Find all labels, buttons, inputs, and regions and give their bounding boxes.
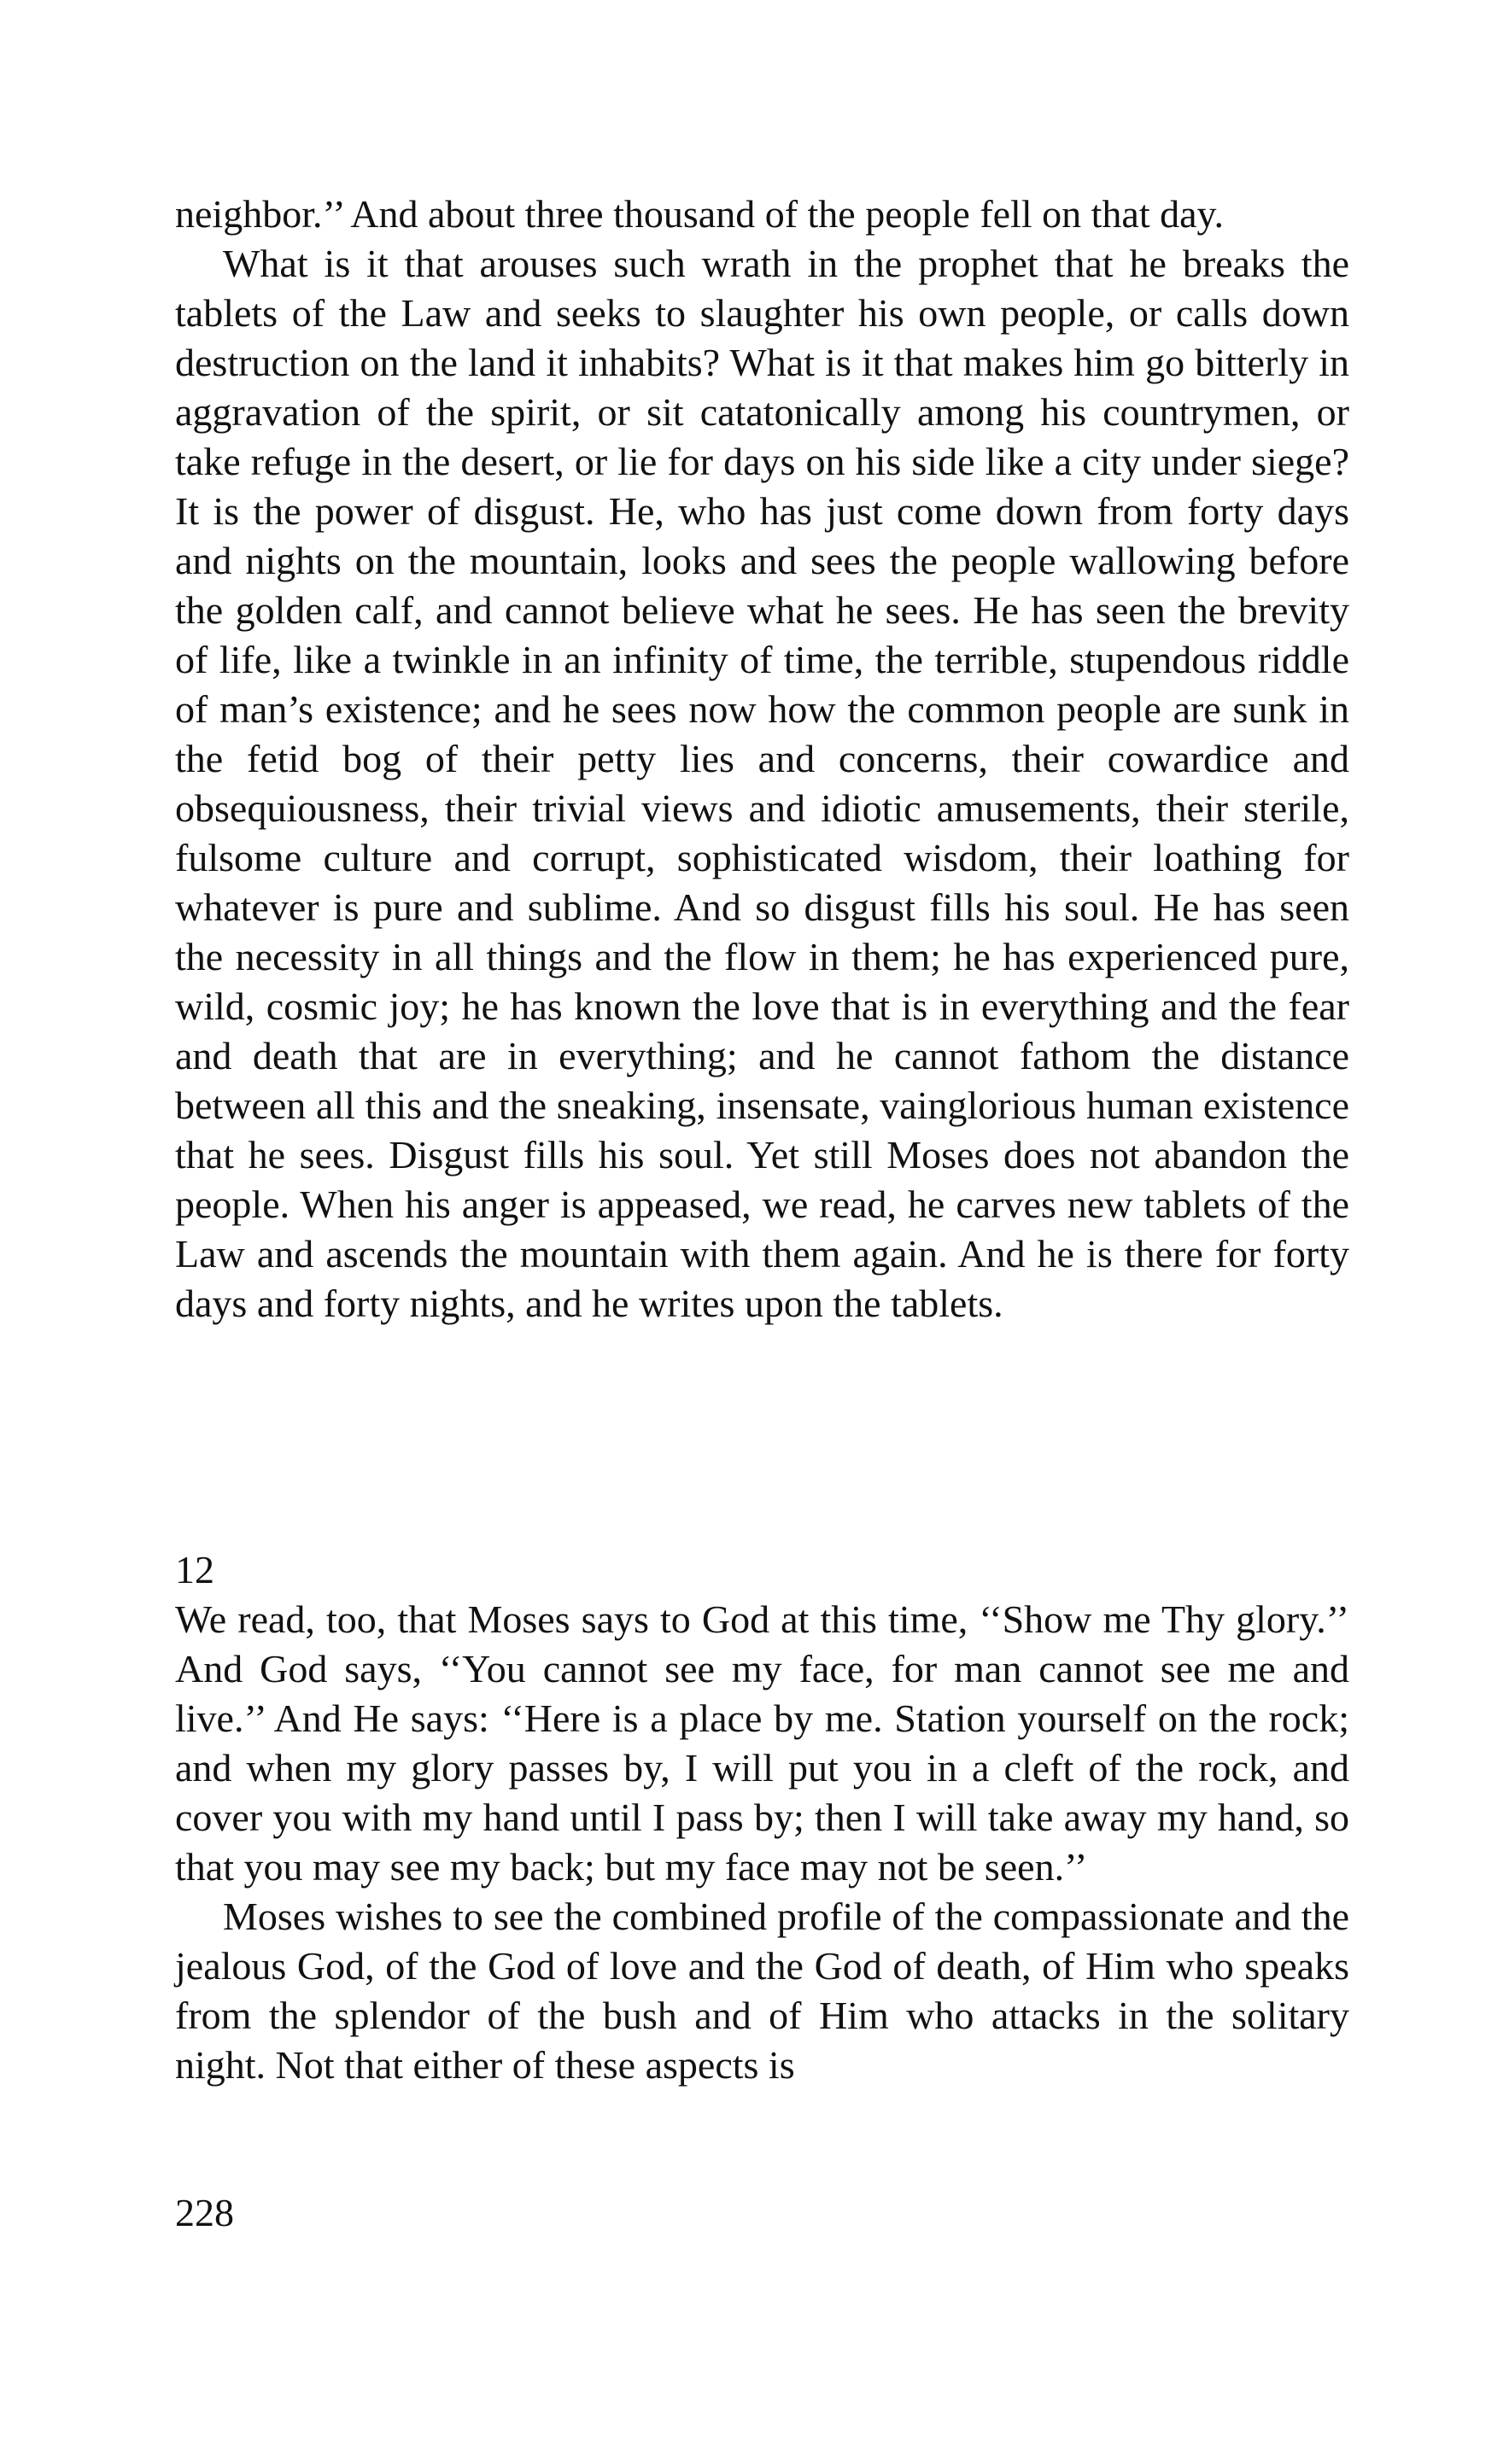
paragraph-combined-profile: Moses wishes to see the combined profile of the compassionate and the jealous God, of the God of love and the God of death, of Him who speaks from the splendor of the bush and of Him who attacks in the solitary night. Not that either of these aspects is bbox=[175, 1895, 1349, 2087]
page-number: 228 bbox=[175, 2191, 234, 2234]
paragraph-disgust: What is it that arouses such wrath in the prophet that he breaks the tablets of the Law and seeks to slaughter his own people, or calls down destruction on the land it inhabits? What is it that makes him go bitterly in aggravation of the spirit, or sit catatonically among his countrymen, or take refuge in the desert, or lie for days on his side like a city under siege? It is the power of disgust. He, who has just come down from forty days and nights on the mountain, looks and sees the people wallowing before the golden calf, and cannot believe what he sees. He has seen the brevity of life, like a twinkle in an infinity of time, the terrible, stupendous riddle of man’s existence; and he sees now how the common people are sunk in the fetid bog of their petty lies and concerns, their cowardice and obsequiousness, their trivial views and idiotic amusements, their sterile, fulsome culture and corrupt, sophisticated wisdom, their loathing for whatever is pure and sublime. And so disgust fills his soul. He has seen the necessity in all things and the flow in them; he has experienced pure, wild, cosmic joy; he has known the love that is in everything and the fear and death that are in everything; and he cannot fathom the distance between all this and the sneaking, insensate, vainglorious human existence that he sees. Disgust fills his soul. Yet still Moses does not abandon the people. When his anger is appeased, we read, he carves new tablets of the Law and ascends the mountain with them again. And he is there for forty days and forty nights, and he writes upon the tablets. bbox=[175, 242, 1349, 1325]
paragraph-continuation: neighbor.’’ And about three thousand of the people fell on that day. bbox=[175, 192, 1225, 236]
text-block-bottom bbox=[175, 1545, 1349, 2090]
section-number: 12 bbox=[175, 1548, 214, 1591]
paragraph-show-me-thy-glory: We read, too, that Moses says to God at this time, ‘‘Show me Thy glory.’’ And God says, ‘‘You cannot see my face, for man cannot see me and live.’’ And He says: ‘‘Here is a place by me. Station yourself on the rock; and when my glory passes by, I will put you in a cleft of the rock, and cover you with my hand until I pass by; then I will take away my hand, so that you may see my back; but my face may not be seen.’’ bbox=[175, 1597, 1349, 1889]
text-block-top bbox=[175, 190, 1349, 1328]
